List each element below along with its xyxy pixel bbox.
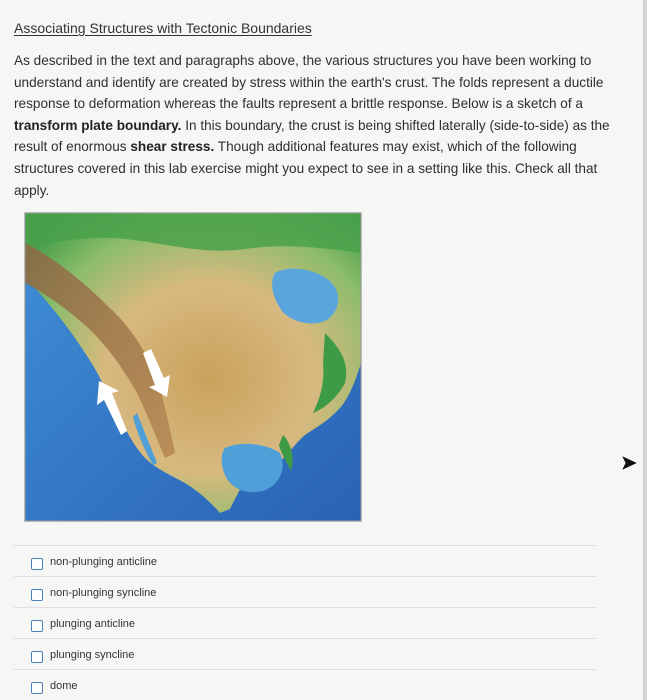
checkbox[interactable] bbox=[31, 620, 43, 632]
question-title: Associating Structures with Tectonic Boundaries bbox=[14, 20, 312, 36]
transform-boundary-map bbox=[24, 212, 362, 522]
checkbox[interactable] bbox=[31, 682, 43, 694]
option-row[interactable] bbox=[14, 545, 596, 576]
prompt-text-3: Though additional features may exist, which of the following structures covered in this lab exercise might you expect to see in a setting like this. Check all that apply. bbox=[14, 139, 598, 198]
prompt-text-1: As described in the text and paragraphs above, the various structures you have been working to understand and identify are created by stress within the earth's crust. The folds represent a ductile response to deformation whereas the faults represent a brittle response. Below is a sketch of a bbox=[14, 53, 604, 112]
checkbox[interactable] bbox=[31, 589, 43, 601]
prompt-text-2: In this boundary, the crust is being shifted laterally (side-to-side) as the result of enormous bbox=[14, 117, 610, 155]
option-row[interactable] bbox=[14, 669, 596, 700]
option-label[interactable]: plunging syncline bbox=[50, 649, 135, 661]
option-label[interactable]: dome bbox=[50, 680, 78, 692]
option-label[interactable]: plunging anticline bbox=[50, 618, 136, 630]
answer-options bbox=[14, 545, 596, 700]
prompt-bold-2: shear stress. bbox=[130, 139, 215, 155]
option-row[interactable] bbox=[14, 607, 596, 638]
question-prompt bbox=[14, 50, 624, 201]
option-row[interactable] bbox=[14, 576, 596, 607]
checkbox[interactable] bbox=[31, 558, 43, 570]
checkbox[interactable] bbox=[31, 651, 43, 663]
option-label[interactable]: non-plunging anticline bbox=[50, 556, 158, 568]
option-row[interactable] bbox=[14, 638, 596, 669]
north-america-relief-map bbox=[25, 213, 361, 521]
option-label[interactable]: non-plunging syncline bbox=[50, 587, 157, 599]
prompt-bold-1: transform plate boundary. bbox=[14, 117, 182, 133]
mouse-pointer-icon bbox=[618, 452, 640, 474]
